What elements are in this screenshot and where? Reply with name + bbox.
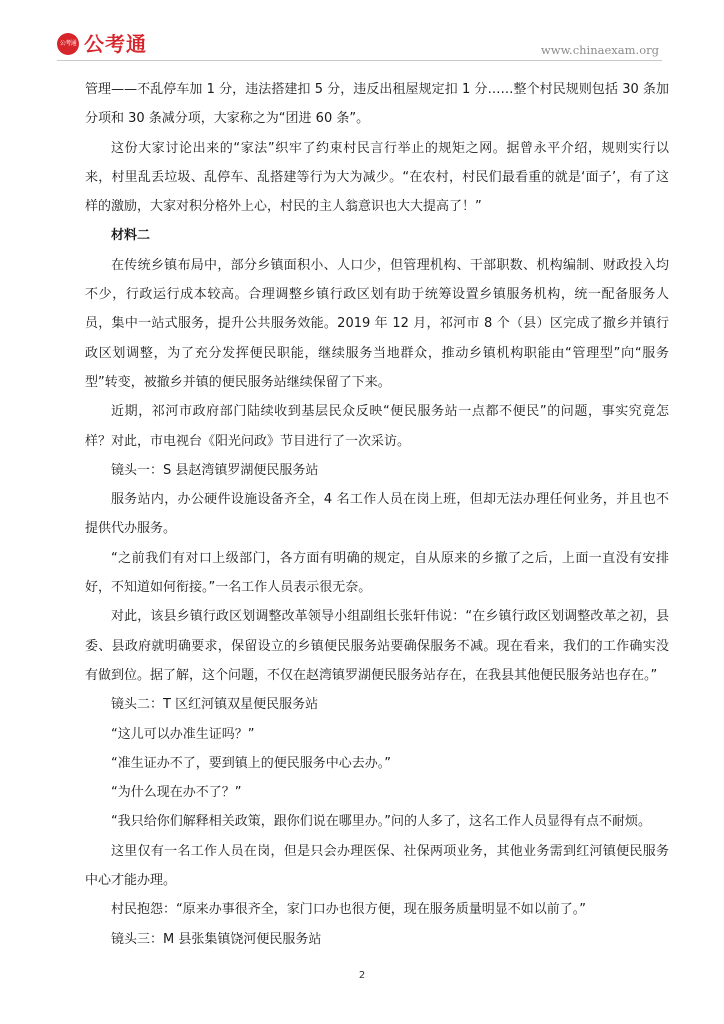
section-heading: 材料二	[111, 228, 151, 244]
logo-icon: 公考通	[57, 33, 79, 55]
paragraph: 近期，祁河市政府部门陆续收到基层民众反映“便民服务站一点都不便民”的问题，事实究竟怎样？对此，市电视台《阳光问政》节目进行了一次采访。	[85, 404, 669, 449]
paragraph: 村民抱怨：“原来办事很齐全，家门口办也很方便，现在服务质量明显不如以前了。”	[111, 902, 586, 918]
paragraph: 在传统乡镇布局中，部分乡镇面积小、人口少，但管理机构、干部职数、机构编制、财政投入均不少，行政运行成本较高。合理调整乡镇行政区划有助于统筹设置乡镇服务机构，统一配备服务人员，集中一站式服务，提升公共服务效能。2019 年 12 月，祁河市 8 个（县）区完成了撤乡并镇行政区划调整，为了充分发挥便民职能，继续服务当地群众，推动乡镇机构职能由“管理型”向“服务型”转变，被撤乡并镇的便民服务站继续保留了下来。	[85, 257, 669, 390]
logo-text: 公考通	[84, 32, 147, 56]
header-divider	[57, 60, 662, 61]
site-url[interactable]: www.chinaexam.org	[540, 43, 659, 57]
paragraph: 这份大家讨论出来的“家法”织牢了约束村民言行举止的规矩之网。据曾永平介绍，规则实行以来，村里乱丢垃圾、乱停车、乱搭建等行为大为减少。“在农村，村民们最看重的就是‘面子’，有了这样的激励，大家对积分格外上心，村民的主人翁意识也大大提高了！”	[85, 140, 669, 215]
scene-heading: 镜头一：S 县赵湾镇罗湖便民服务站	[111, 462, 319, 478]
page-number: 2	[358, 970, 366, 981]
dialogue-line: “我只给你们解释相关政策，跟你们说在哪里办。”问的人多了，这名工作人员显得有点不耐烦。	[111, 814, 651, 830]
paragraph: 服务站内，办公硬件设施设备齐全，4 名工作人员在岗上班，但却无法办理任何业务，并且也不提供代办服务。	[85, 492, 669, 537]
paragraph: “之前我们有对口上级部门，各方面有明确的规定，自从原来的乡撤了之后，上面一直没有安排好，不知道如何衔接。”一名工作人员表示很无奈。	[85, 550, 669, 596]
document-body	[85, 75, 669, 954]
paragraph-continuation: 管理——不乱停车加 1 分，违法搭建扣 5 分，违反出租屋规定扣 1 分……整个村民规则包括 30 条加分项和 30 条减分项，大家称之为“团进 60 条”。	[85, 82, 669, 127]
dialogue-line: “准生证办不了，要到镇上的便民服务中心去办。”	[111, 755, 391, 771]
dialogue-line: “为什么现在办不了？”	[111, 785, 242, 801]
scene-heading: 镜头二：T 区红河镇双星便民服务站	[111, 697, 319, 713]
page-header	[0, 0, 724, 66]
scene-heading: 镜头三：M 县张集镇饶河便民服务站	[111, 931, 322, 947]
dialogue-line: “这儿可以办准生证吗？”	[111, 726, 255, 742]
paragraph: 这里仅有一名工作人员在岗，但是只会办理医保、社保两项业务，其他业务需到红河镇便民服务中心才能办理。	[85, 843, 669, 889]
paragraph: 对此，该县乡镇行政区划调整改革领导小组副组长张轩伟说：“在乡镇行政区划调整改革之初，县委、县政府就明确要求，保留设立的乡镇便民服务站要确保服务不减。现在看来，我们的工作确实没有做到位。据了解，这个问题，不仅在赵湾镇罗湖便民服务站存在，在我县其他便民服务站也存在。”	[85, 609, 669, 683]
